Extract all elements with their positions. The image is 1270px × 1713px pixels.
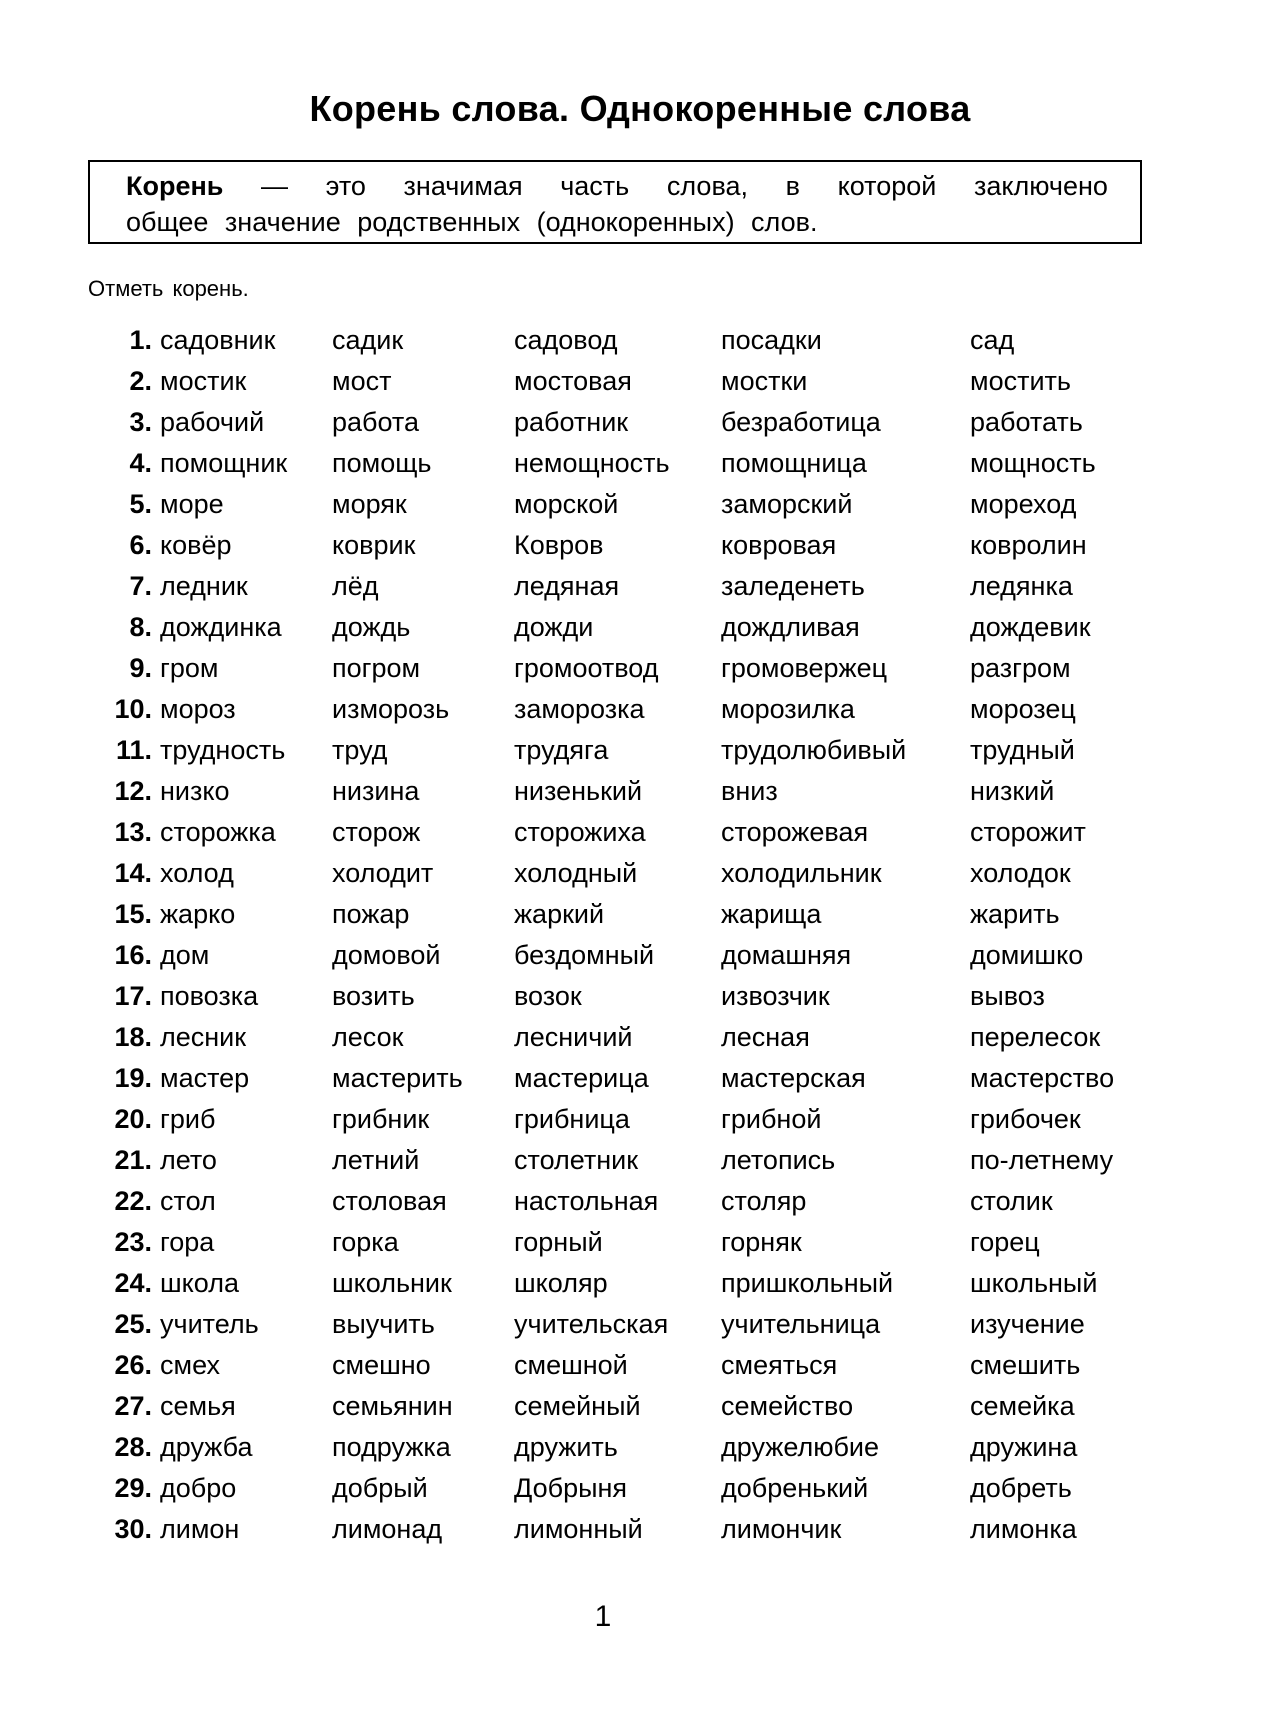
- word-cell[interactable]: мастер: [160, 1063, 250, 1093]
- word-cell[interactable]: мостить: [970, 366, 1071, 396]
- word-cell[interactable]: холодит: [332, 858, 434, 888]
- word-cell[interactable]: ковровая: [721, 530, 837, 560]
- word-row: [96, 1099, 1170, 1140]
- definition-word: заключено: [973, 171, 1108, 201]
- definition-term: Корень: [126, 171, 224, 201]
- definition-word: значимая: [403, 171, 523, 201]
- row-number: 8.: [129, 612, 152, 642]
- word-cell[interactable]: мостик: [160, 366, 247, 396]
- word-cell[interactable]: добро: [160, 1473, 237, 1503]
- word-cell[interactable]: грибной: [721, 1104, 822, 1134]
- word-cell[interactable]: вниз: [721, 776, 778, 806]
- word-cell[interactable]: лесник: [160, 1022, 247, 1052]
- word-cell[interactable]: холодный: [514, 858, 638, 888]
- word-cell[interactable]: мастерить: [332, 1063, 463, 1093]
- word-cell[interactable]: работать: [970, 407, 1083, 437]
- word-cell[interactable]: пришкольный: [721, 1268, 894, 1298]
- word-cell[interactable]: стол: [160, 1186, 216, 1216]
- word-cell[interactable]: трудный: [970, 735, 1075, 765]
- word-row: [96, 361, 1170, 402]
- word-row: [96, 853, 1170, 894]
- definition-word: это: [325, 171, 366, 201]
- word-cell[interactable]: мостовая: [514, 366, 632, 396]
- row-number: 28.: [114, 1432, 152, 1462]
- word-cell[interactable]: безработица: [721, 407, 881, 437]
- word-row: [96, 1017, 1170, 1058]
- word-cell[interactable]: дождливая: [721, 612, 860, 642]
- word-cell[interactable]: ледянка: [970, 571, 1073, 601]
- word-cell[interactable]: летопись: [721, 1145, 836, 1175]
- row-number: 16.: [114, 940, 152, 970]
- word-cell[interactable]: трудность: [160, 735, 286, 765]
- word-cell[interactable]: моряк: [332, 489, 407, 519]
- row-number: 9.: [129, 653, 152, 683]
- word-cell[interactable]: семейство: [721, 1391, 854, 1421]
- word-cell[interactable]: смешить: [970, 1350, 1081, 1380]
- word-cell[interactable]: громоотвод: [514, 653, 659, 683]
- word-cell[interactable]: школьник: [332, 1268, 452, 1298]
- word-cell[interactable]: дружина: [970, 1432, 1078, 1462]
- word-cell[interactable]: настольная: [514, 1186, 659, 1216]
- word-cell[interactable]: труд: [332, 735, 388, 765]
- word-cell[interactable]: грибница: [514, 1104, 630, 1134]
- word-cell[interactable]: школа: [160, 1268, 239, 1298]
- definition-line-1: [126, 168, 1108, 204]
- word-cell[interactable]: повозка: [160, 981, 259, 1011]
- row-number: 20.: [114, 1104, 152, 1134]
- word-cell[interactable]: столовая: [332, 1186, 447, 1216]
- word-cell[interactable]: жаркий: [514, 899, 605, 929]
- word-row: [96, 1181, 1170, 1222]
- word-row: [96, 894, 1170, 935]
- word-row: [96, 771, 1170, 812]
- definition-word: часть: [560, 171, 630, 201]
- row-number: 14.: [114, 858, 152, 888]
- word-cell[interactable]: возок: [514, 981, 582, 1011]
- word-cell[interactable]: возить: [332, 981, 415, 1011]
- row-number: 17.: [114, 981, 152, 1011]
- word-cell[interactable]: летний: [332, 1145, 420, 1175]
- word-cell[interactable]: жарко: [160, 899, 236, 929]
- word-row: [96, 1386, 1170, 1427]
- word-cell[interactable]: сторожит: [970, 817, 1086, 847]
- word-cell[interactable]: гора: [160, 1227, 215, 1257]
- word-cell[interactable]: дружить: [514, 1432, 618, 1462]
- word-cell[interactable]: рабочий: [160, 407, 265, 437]
- word-cell[interactable]: морской: [514, 489, 619, 519]
- row-number: 2.: [129, 366, 152, 396]
- exercise-instruction: Отметь корень.: [88, 276, 249, 301]
- word-cell[interactable]: грибник: [332, 1104, 430, 1134]
- word-cell[interactable]: по-летнему: [970, 1145, 1114, 1175]
- word-cell[interactable]: лесничий: [514, 1022, 633, 1052]
- word-row: [96, 935, 1170, 976]
- word-cell[interactable]: лесная: [721, 1022, 810, 1052]
- word-table: [96, 320, 1170, 1550]
- row-number: 23.: [114, 1227, 152, 1257]
- word-cell[interactable]: добренький: [721, 1473, 869, 1503]
- row-number: 30.: [114, 1514, 152, 1544]
- row-number: 26.: [114, 1350, 152, 1380]
- word-row: [96, 1304, 1170, 1345]
- word-cell[interactable]: дожди: [514, 612, 594, 642]
- word-cell[interactable]: Ковров: [514, 530, 604, 560]
- row-number: 5.: [129, 489, 152, 519]
- word-cell[interactable]: дождинка: [160, 612, 282, 642]
- word-row: [96, 320, 1170, 361]
- word-cell[interactable]: работа: [332, 407, 419, 437]
- row-number: 27.: [114, 1391, 152, 1421]
- word-cell[interactable]: дружба: [160, 1432, 253, 1462]
- word-cell[interactable]: помощник: [160, 448, 288, 478]
- definition-word: в: [785, 171, 800, 201]
- row-number: 10.: [114, 694, 152, 724]
- word-cell[interactable]: садовник: [160, 325, 276, 355]
- word-cell[interactable]: жарить: [970, 899, 1060, 929]
- word-cell[interactable]: домовой: [332, 940, 441, 970]
- word-cell[interactable]: мастерская: [721, 1063, 866, 1093]
- definition-box: [88, 160, 1142, 244]
- word-cell[interactable]: садик: [332, 325, 404, 355]
- word-cell[interactable]: сторож: [332, 817, 421, 847]
- word-row: [96, 525, 1170, 566]
- word-cell[interactable]: лимонка: [970, 1514, 1077, 1544]
- word-cell[interactable]: извозчик: [721, 981, 830, 1011]
- word-cell[interactable]: сторожиха: [514, 817, 646, 847]
- word-cell[interactable]: разгром: [970, 653, 1071, 683]
- row-number: 3.: [129, 407, 152, 437]
- word-cell[interactable]: школяр: [514, 1268, 608, 1298]
- word-cell[interactable]: трудяга: [514, 735, 609, 765]
- word-row: [96, 443, 1170, 484]
- word-cell[interactable]: заледенеть: [721, 571, 865, 601]
- definition-word: слова,: [666, 171, 749, 201]
- word-cell[interactable]: смех: [160, 1350, 220, 1380]
- word-cell[interactable]: работник: [514, 407, 629, 437]
- word-cell[interactable]: столик: [970, 1186, 1053, 1216]
- word-cell[interactable]: ковёр: [160, 530, 232, 560]
- word-cell[interactable]: смешной: [514, 1350, 628, 1380]
- page-number: 1: [594, 1600, 612, 1633]
- word-cell[interactable]: добрый: [332, 1473, 428, 1503]
- word-cell[interactable]: морозилка: [721, 694, 855, 724]
- word-row: [96, 402, 1170, 443]
- word-cell[interactable]: семья: [160, 1391, 236, 1421]
- word-cell[interactable]: горный: [514, 1227, 603, 1257]
- word-cell[interactable]: семьянин: [332, 1391, 453, 1421]
- word-cell[interactable]: посадки: [721, 325, 822, 355]
- word-cell[interactable]: столяр: [721, 1186, 807, 1216]
- word-row: [96, 648, 1170, 689]
- word-cell[interactable]: ледник: [160, 571, 248, 601]
- word-cell[interactable]: горец: [970, 1227, 1040, 1257]
- word-cell[interactable]: гриб: [160, 1104, 216, 1134]
- word-cell[interactable]: вывоз: [970, 981, 1045, 1011]
- row-number: 7.: [129, 571, 152, 601]
- word-cell[interactable]: погром: [332, 653, 421, 683]
- word-cell[interactable]: холодок: [970, 858, 1071, 888]
- row-number: 13.: [114, 817, 152, 847]
- word-cell[interactable]: выучить: [332, 1309, 435, 1339]
- word-cell[interactable]: лимончик: [721, 1514, 842, 1544]
- word-cell[interactable]: низко: [160, 776, 230, 806]
- definition-line-2: общее значение родственных (однокоренных) слов.: [126, 207, 818, 237]
- word-cell[interactable]: изучение: [970, 1309, 1085, 1339]
- word-cell[interactable]: сад: [970, 325, 1015, 355]
- word-cell[interactable]: низкий: [970, 776, 1055, 806]
- word-cell[interactable]: лёд: [332, 571, 379, 601]
- word-cell[interactable]: трудолюбивый: [721, 735, 907, 765]
- word-cell[interactable]: бездомный: [514, 940, 655, 970]
- word-cell[interactable]: учитель: [160, 1309, 259, 1339]
- word-cell[interactable]: сторожевая: [721, 817, 869, 847]
- word-cell[interactable]: семейка: [970, 1391, 1075, 1421]
- word-cell[interactable]: лето: [160, 1145, 217, 1175]
- row-number: 29.: [114, 1473, 152, 1503]
- word-cell[interactable]: мороз: [160, 694, 236, 724]
- word-cell[interactable]: мореход: [970, 489, 1077, 519]
- word-cell[interactable]: добреть: [970, 1473, 1072, 1503]
- word-cell[interactable]: школьный: [970, 1268, 1098, 1298]
- word-cell[interactable]: жарища: [721, 899, 822, 929]
- word-cell[interactable]: перелесок: [970, 1022, 1101, 1052]
- word-cell[interactable]: мастерство: [970, 1063, 1115, 1093]
- word-row: [96, 566, 1170, 607]
- word-cell[interactable]: громовержец: [721, 653, 888, 683]
- word-cell[interactable]: семейный: [514, 1391, 641, 1421]
- word-cell[interactable]: коврик: [332, 530, 416, 560]
- word-cell[interactable]: дождь: [332, 612, 411, 642]
- word-row: [96, 1427, 1170, 1468]
- word-cell[interactable]: море: [160, 489, 224, 519]
- word-cell[interactable]: ковролин: [970, 530, 1087, 560]
- word-cell[interactable]: горка: [332, 1227, 399, 1257]
- word-cell[interactable]: столетник: [514, 1145, 639, 1175]
- word-cell[interactable]: мощность: [970, 448, 1096, 478]
- word-cell[interactable]: немощность: [514, 448, 670, 478]
- word-row: [96, 1345, 1170, 1386]
- word-cell[interactable]: помощь: [332, 448, 432, 478]
- definition-word: которой: [837, 171, 937, 201]
- word-cell[interactable]: дом: [160, 940, 210, 970]
- word-cell[interactable]: заморский: [721, 489, 853, 519]
- word-cell[interactable]: лимонад: [332, 1514, 443, 1544]
- word-row: [96, 1468, 1170, 1509]
- word-cell[interactable]: пожар: [332, 899, 410, 929]
- word-cell[interactable]: учительница: [721, 1309, 881, 1339]
- row-number: 1.: [129, 325, 152, 355]
- word-cell[interactable]: дождевик: [970, 612, 1091, 642]
- word-cell[interactable]: учительская: [514, 1309, 669, 1339]
- word-cell[interactable]: изморозь: [332, 694, 450, 724]
- word-cell[interactable]: подружка: [332, 1432, 451, 1462]
- word-cell[interactable]: низенький: [514, 776, 643, 806]
- row-number: 19.: [114, 1063, 152, 1093]
- word-cell[interactable]: домашняя: [721, 940, 852, 970]
- word-row: [96, 1509, 1170, 1550]
- word-row: [96, 812, 1170, 853]
- word-cell[interactable]: холод: [160, 858, 234, 888]
- row-number: 11.: [115, 735, 152, 765]
- word-row: [96, 689, 1170, 730]
- word-cell[interactable]: помощница: [721, 448, 867, 478]
- word-cell[interactable]: гром: [160, 653, 219, 683]
- row-number: 25.: [114, 1309, 152, 1339]
- row-number: 22.: [114, 1186, 152, 1216]
- word-cell[interactable]: садовод: [514, 325, 618, 355]
- word-row: [96, 484, 1170, 525]
- word-cell[interactable]: Добрыня: [514, 1473, 628, 1503]
- word-cell[interactable]: грибочек: [970, 1104, 1081, 1134]
- word-cell[interactable]: мост: [332, 366, 392, 396]
- row-number: 6.: [129, 530, 152, 560]
- row-number: 21.: [114, 1145, 152, 1175]
- word-cell[interactable]: дружелюбие: [721, 1432, 880, 1462]
- word-row: [96, 730, 1170, 771]
- word-row: [96, 1058, 1170, 1099]
- word-row: [96, 1222, 1170, 1263]
- word-cell[interactable]: домишко: [970, 940, 1084, 970]
- word-cell[interactable]: горняк: [721, 1227, 802, 1257]
- word-cell[interactable]: смеяться: [721, 1350, 838, 1380]
- row-number: 12.: [114, 776, 152, 806]
- word-cell[interactable]: заморозка: [514, 694, 645, 724]
- word-row: [96, 976, 1170, 1017]
- word-cell[interactable]: лимонный: [514, 1514, 643, 1544]
- row-number: 18.: [114, 1022, 152, 1052]
- word-cell[interactable]: мастерица: [514, 1063, 649, 1093]
- word-row: [96, 1263, 1170, 1304]
- word-cell[interactable]: смешно: [332, 1350, 431, 1380]
- page-title: Корень слова. Однокоренные слова: [309, 88, 971, 129]
- word-cell[interactable]: мостки: [721, 366, 808, 396]
- definition-word: —: [261, 171, 289, 201]
- word-row: [96, 607, 1170, 648]
- word-cell[interactable]: морозец: [970, 694, 1076, 724]
- row-number: 4.: [129, 448, 152, 478]
- word-cell[interactable]: лимон: [160, 1514, 240, 1544]
- row-number: 15.: [114, 899, 152, 929]
- word-cell[interactable]: холодильник: [721, 858, 882, 888]
- word-cell[interactable]: ледяная: [514, 571, 620, 601]
- word-row: [96, 1140, 1170, 1181]
- word-cell[interactable]: лесок: [332, 1022, 404, 1052]
- row-number: 24.: [114, 1268, 152, 1298]
- word-cell[interactable]: низина: [332, 776, 420, 806]
- word-cell[interactable]: сторожка: [160, 817, 276, 847]
